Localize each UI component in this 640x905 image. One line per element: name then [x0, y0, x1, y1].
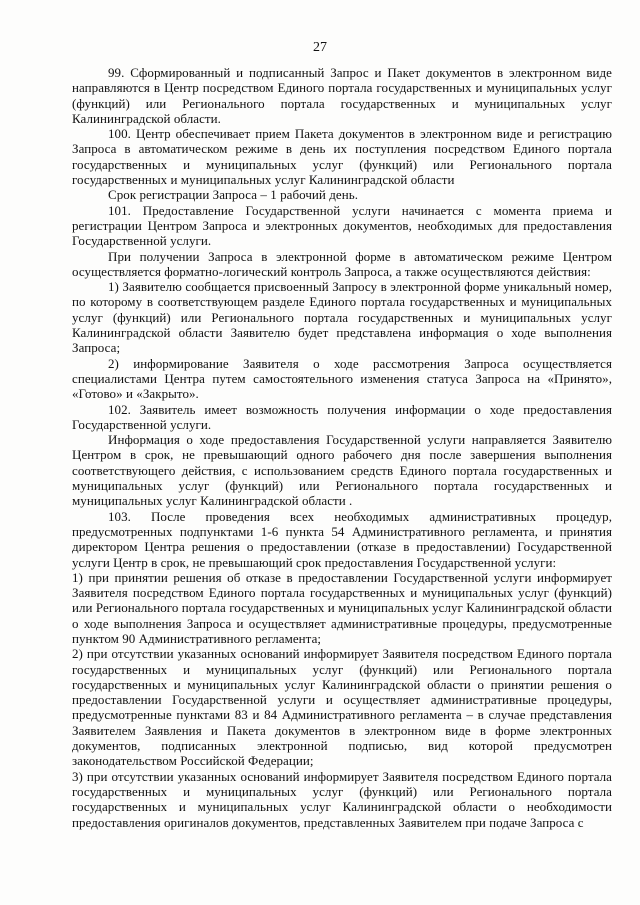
- paragraph-101-control: При получении Запроса в электронной форме в автоматическом режиме Центром осуществляется форматно-логический контроль Запроса, а также осуществляются действия:: [72, 248, 612, 279]
- paragraph-registration-term: Срок регистрации Запроса – 1 рабочий день.: [108, 187, 359, 203]
- paragraph-103-item-3: 3) при отсутствии указанных оснований информирует Заявителя посредством Единого портала государственных и муниципальных услуг (функций) или Регионального портала государственных и муниципальных услуг Калининградской области о необходимости предоставления оригиналов документов, представленных Заявителем при подаче Запроса с: [72, 768, 612, 830]
- paragraph-103: 103. После проведения всех необходимых административных процедур, предусмотренных подпунктами 1-6 пункта 54 Административного регламента, и принятия директором Центра решения о предоставлении (отказе в предоставлении) Государственной услуги Центр в срок, не превышающий срок предоставления Государственной услуги:: [72, 508, 612, 570]
- document-body: [72, 65, 612, 830]
- paragraph-99: 99. Сформированный и подписанный Запрос и Пакет документов в электронном виде направляются в Центр посредством Единого портала государственных и муниципальных услуг (функций) или Регионального портала государственных и муниципальных услуг Калининградской области.: [72, 65, 612, 126]
- paragraph-103-item-2: 2) при отсутствии указанных оснований информирует Заявителя посредством Единого портала государственных и муниципальных услуг (функций) или Регионального портала государственных и муниципальных услуг Калининградской области о принятии решения о предоставлении Государственной услуги и осуществляет административные процедуры, предусмотренные пунктами 83 и 84 Административного регламента – в случае представления Заявителем Заявления и Пакета документов в электронном виде в форме электронных документов, подписанных электронной подписью, вид которой предусмотрен законодательством Российской Федерации;: [72, 646, 612, 769]
- paragraph-101: 101. Предоставление Государственной услуги начинается с момента приема и регистрации Центром Запроса и электронных документов, необходимых для предоставления Государственной услуги.: [72, 202, 612, 249]
- page-number: 27: [313, 40, 327, 55]
- paragraph-102-info: Информация о ходе предоставления Государственной услуги направляется Заявителю Центром в срок, не превышающий одного рабочего дня после завершения выполнения соответствующего действия, с использованием средств Единого портала государственных и муниципальных услуг (функций) или Регионального портала государственных и муниципальных услуг Калининградской области .: [72, 432, 612, 509]
- paragraph-100: 100. Центр обеспечивает прием Пакета документов в электронном виде и регистрацию Запроса в автоматическом режиме в день их поступления посредством Единого портала государственных и муниципальных услуг (функций) или Регионального портала государственных и муниципальных услуг Калининградской области: [72, 126, 612, 188]
- paragraph-103-item-1: 1) при принятии решения об отказе в предоставлении Государственной услуги информирует Заявителя посредством Единого портала государственных и муниципальных услуг (функций) или Регионального портала государственных и муниципальных услуг Калининградской области о ходе выполнения Запроса и осуществляет административные процедуры, предусмотренные пунктом 90 Административного регламента;: [72, 569, 612, 646]
- paragraph-101-item-2: 2) информирование Заявителя о ходе рассмотрения Запроса осуществляется специалистами Центра путем самостоятельного изменения статуса Запроса на «Принято», «Готово» и «Закрыто».: [72, 355, 612, 402]
- paragraph-101-item-1: 1) Заявителю сообщается присвоенный Запросу в электронной форме уникальный номер, по которому в соответствующем разделе Единого портала государственных и муниципальных услуг (функций) или Регионального портала государственных и муниципальных услуг Калининградской области Заявителю будет представлена информация о ходе выполнения Запроса;: [72, 279, 612, 356]
- paragraph-102: 102. Заявитель имеет возможность получения информации о ходе предоставления Государственной услуги.: [72, 401, 612, 432]
